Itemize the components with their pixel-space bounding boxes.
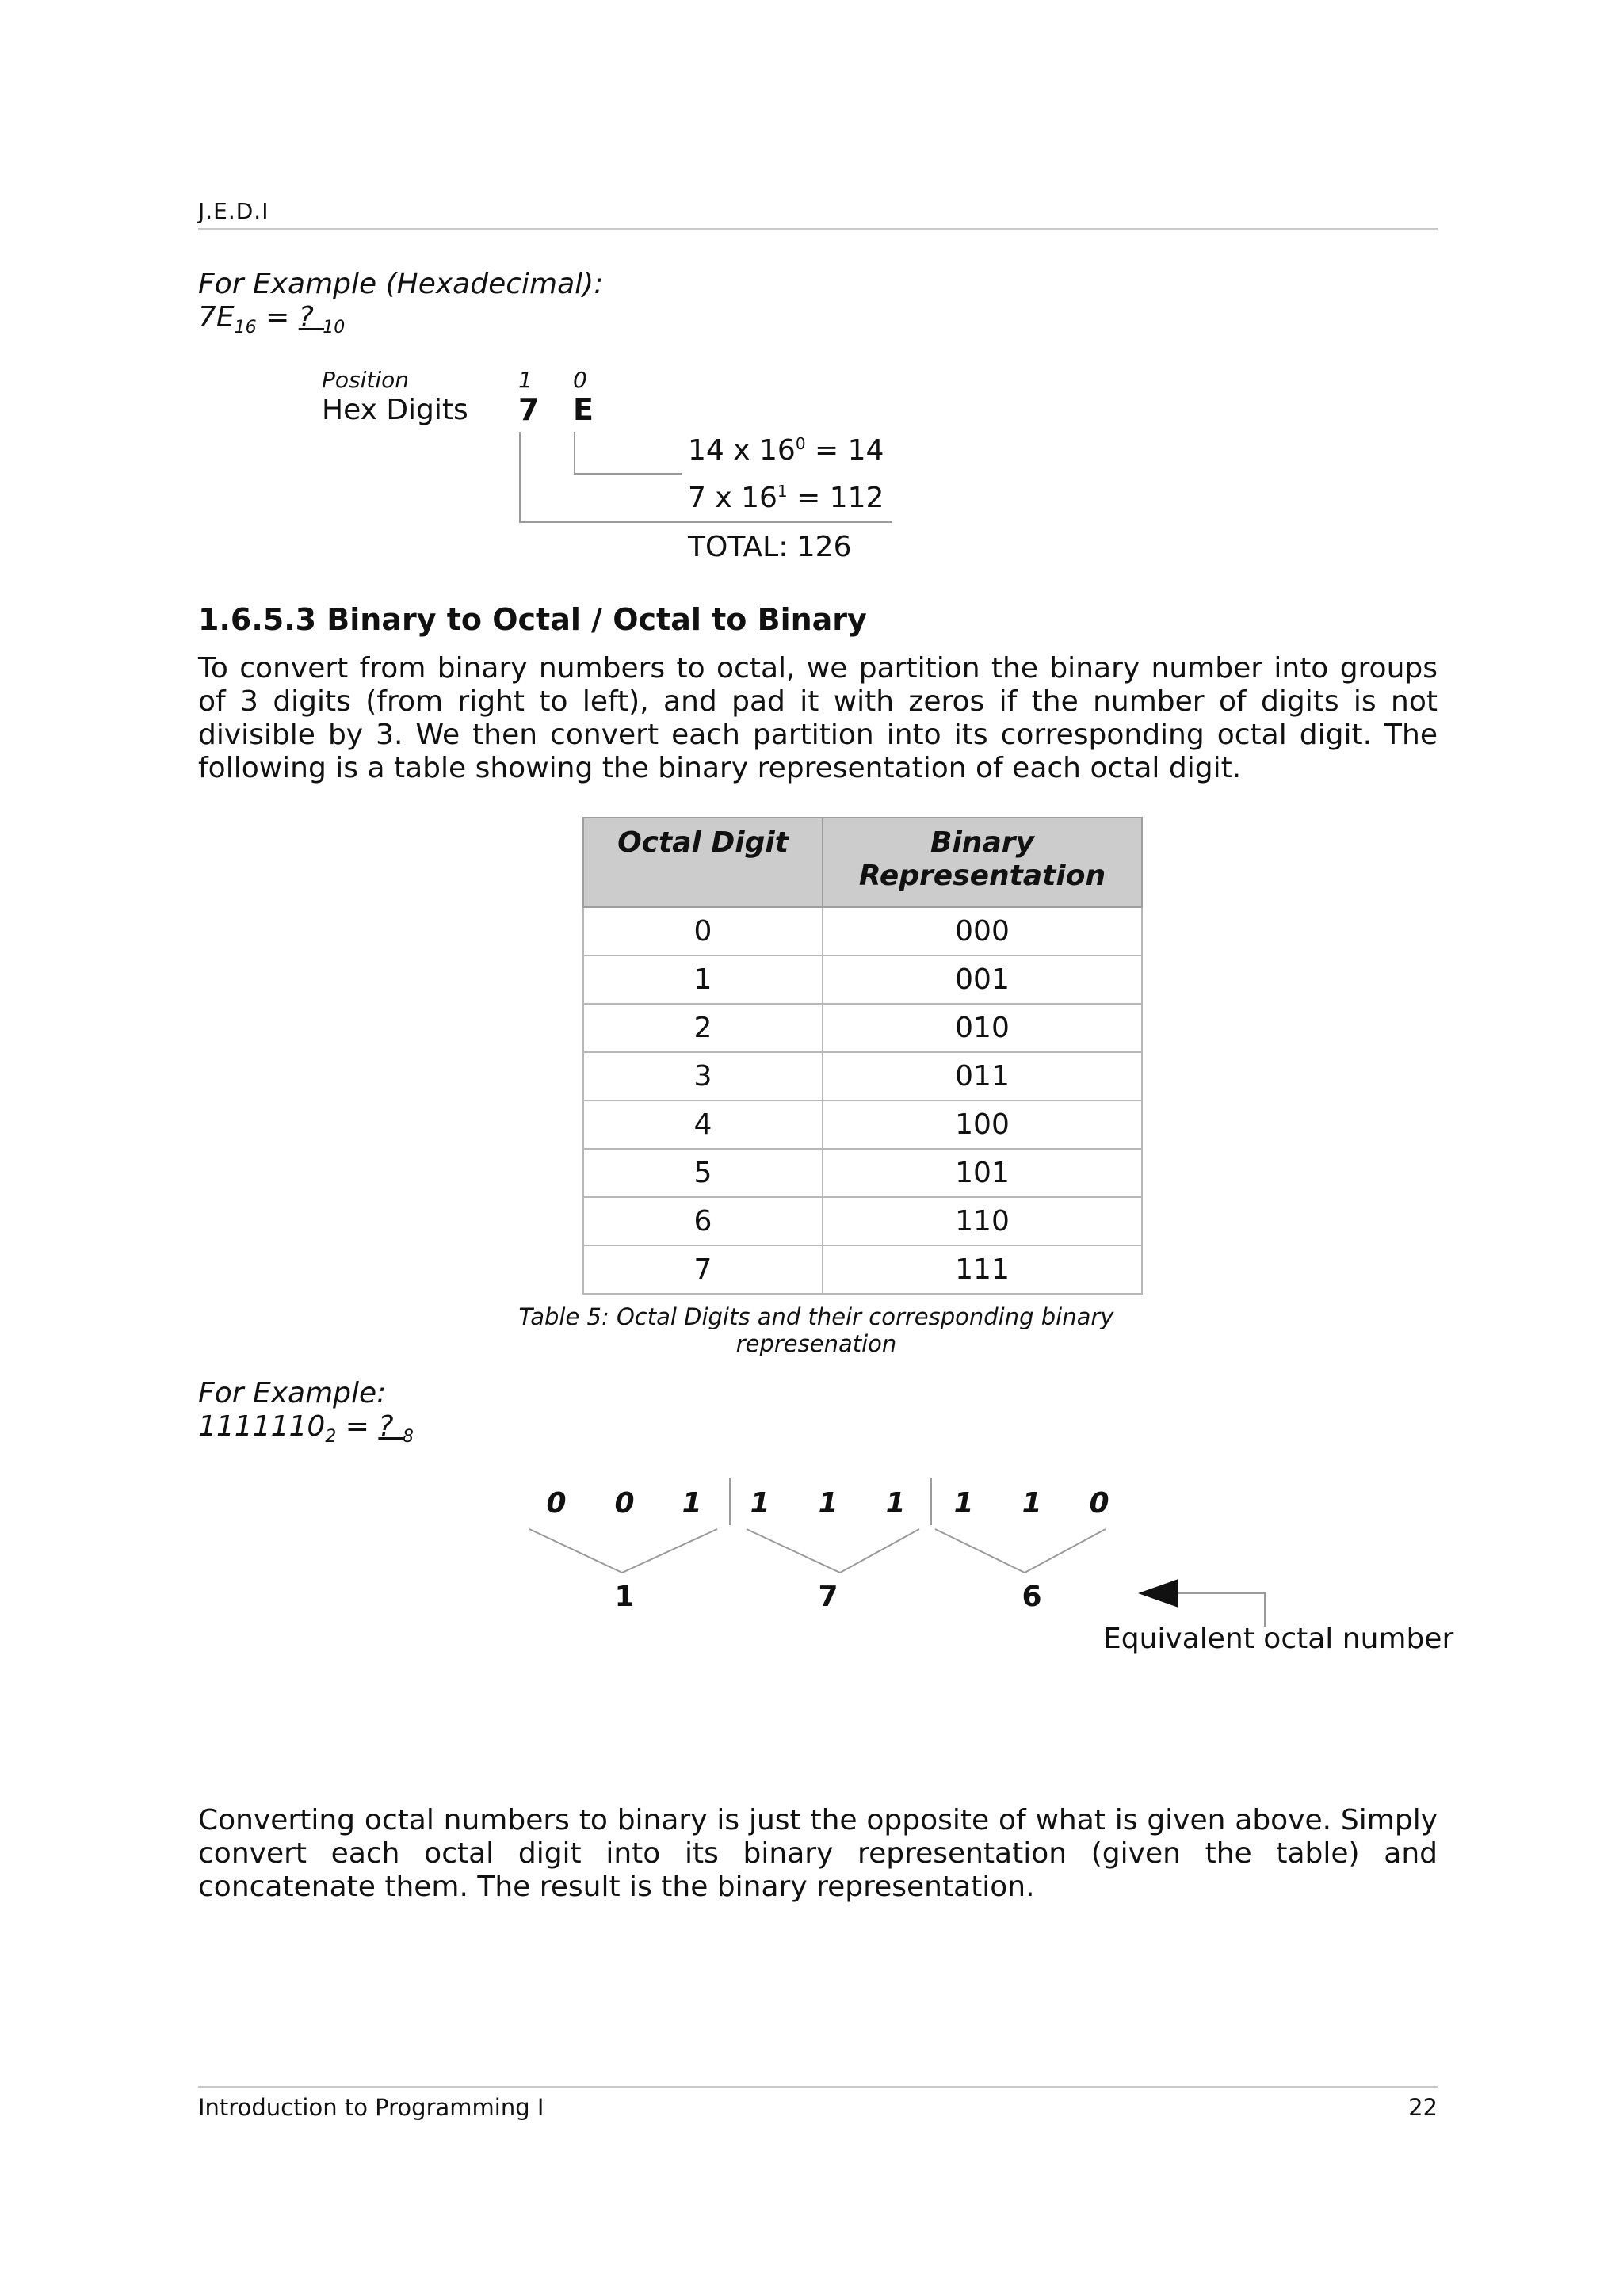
calc-total: TOTAL: 126 xyxy=(688,531,852,563)
octal-cell: 7 xyxy=(583,1245,823,1294)
bit-digit: 1 xyxy=(682,1487,702,1520)
intro-paragraph: To convert from binary numbers to octal, we partition the binary number into groups of 3 digits (from right to left), and pad it with zeros if the number of digits is not divisible by 3. We then convert each partition into its corresponding octal digit. The following is a table showing the binary representation of each octal digit. xyxy=(198,652,1438,784)
octal-cell: 0 xyxy=(583,907,823,955)
binary-cell: 011 xyxy=(823,1052,1142,1100)
bit-digit: 0 xyxy=(1089,1487,1109,1520)
position-0: 0 xyxy=(573,367,587,393)
octal-cell: 5 xyxy=(583,1149,823,1197)
bit-digit: 0 xyxy=(546,1487,567,1520)
bit-digit: 0 xyxy=(614,1487,635,1520)
calc1-rest: = 14 xyxy=(805,434,884,467)
section-heading: 1.6.5.3 Binary to Octal / Octal to Binary xyxy=(198,602,867,637)
group-bracket xyxy=(529,1529,717,1573)
bin-eq-target-base: 8 xyxy=(402,1427,414,1447)
hex-digit-e: E xyxy=(573,392,594,427)
page-number: 22 xyxy=(1408,2094,1438,2121)
table-header-octal: Octal Digit xyxy=(583,818,823,907)
calc2-main: 7 x 16 xyxy=(688,482,777,514)
group-bracket xyxy=(747,1529,919,1573)
calc2-exp: 1 xyxy=(777,482,788,501)
footer-title: Introduction to Programming I xyxy=(198,2094,544,2121)
bit-digit: 1 xyxy=(953,1487,974,1520)
bin-eq-number: 1111110 xyxy=(198,1410,326,1443)
table-header-binary: Binary Representation xyxy=(823,818,1142,907)
table-caption: Table 5: Octal Digits and their corresponding binary represenation xyxy=(518,1303,1114,1357)
hex-digits-label: Hex Digits xyxy=(322,394,468,426)
binary-cell: 110 xyxy=(823,1197,1142,1245)
binary-cell: 101 xyxy=(823,1149,1142,1197)
octal-cell: 1 xyxy=(583,955,823,1004)
binary-cell: 000 xyxy=(823,907,1142,955)
binary-cell: 010 xyxy=(823,1004,1142,1052)
equivalent-octal-label: Equivalent octal number xyxy=(1103,1623,1454,1655)
arrow-connector xyxy=(1177,1593,1265,1627)
binary-cell: 001 xyxy=(823,955,1142,1004)
calc2-rest: = 112 xyxy=(787,482,884,514)
hex-eq-base: 16 xyxy=(234,318,257,338)
closing-paragraph: Converting octal numbers to binary is just the opposite of what is given above. Simply convert each octal digit into its binary representation (given the table) and concatenate them. The result is the binary representation. xyxy=(198,1804,1438,1903)
calc1-main: 14 x 16 xyxy=(688,434,796,467)
footer-rule xyxy=(198,2086,1438,2088)
octal-cell: 3 xyxy=(583,1052,823,1100)
octal-result-digit: 1 xyxy=(614,1581,635,1613)
bit-digit: 1 xyxy=(750,1487,770,1520)
position-label: Position xyxy=(322,367,410,393)
hex-example-title: For Example (Hexadecimal): xyxy=(198,268,604,300)
bit-digit: 1 xyxy=(818,1487,838,1520)
binary-cell: 111 xyxy=(823,1245,1142,1294)
binary-cell: 100 xyxy=(823,1100,1142,1149)
position-1: 1 xyxy=(518,367,533,393)
calc1-exp: 0 xyxy=(795,434,806,453)
bit-digit: 1 xyxy=(1022,1487,1042,1520)
binary-example-title: For Example: xyxy=(198,1377,387,1409)
hex-eq-question: ? xyxy=(298,301,323,334)
octal-cell: 6 xyxy=(583,1197,823,1245)
group-bracket xyxy=(935,1529,1106,1573)
octal-result-digit: 6 xyxy=(1022,1581,1042,1613)
octal-cell: 4 xyxy=(583,1100,823,1149)
hex-eq-target-base: 10 xyxy=(323,318,346,338)
octal-result-digit: 7 xyxy=(818,1581,838,1613)
arrow-head-icon xyxy=(1138,1579,1178,1608)
bin-eq-equals: = xyxy=(336,1410,379,1443)
octal-cell: 2 xyxy=(583,1004,823,1052)
running-header: J.E.D.I xyxy=(198,198,269,224)
bit-digit: 1 xyxy=(885,1487,906,1520)
hex-eq-equals: = xyxy=(256,301,299,334)
bin-eq-base: 2 xyxy=(325,1427,337,1447)
hex-eq-number: 7E xyxy=(198,301,235,334)
hex-digit-7: 7 xyxy=(518,392,540,427)
bin-eq-question: ? xyxy=(378,1410,403,1443)
